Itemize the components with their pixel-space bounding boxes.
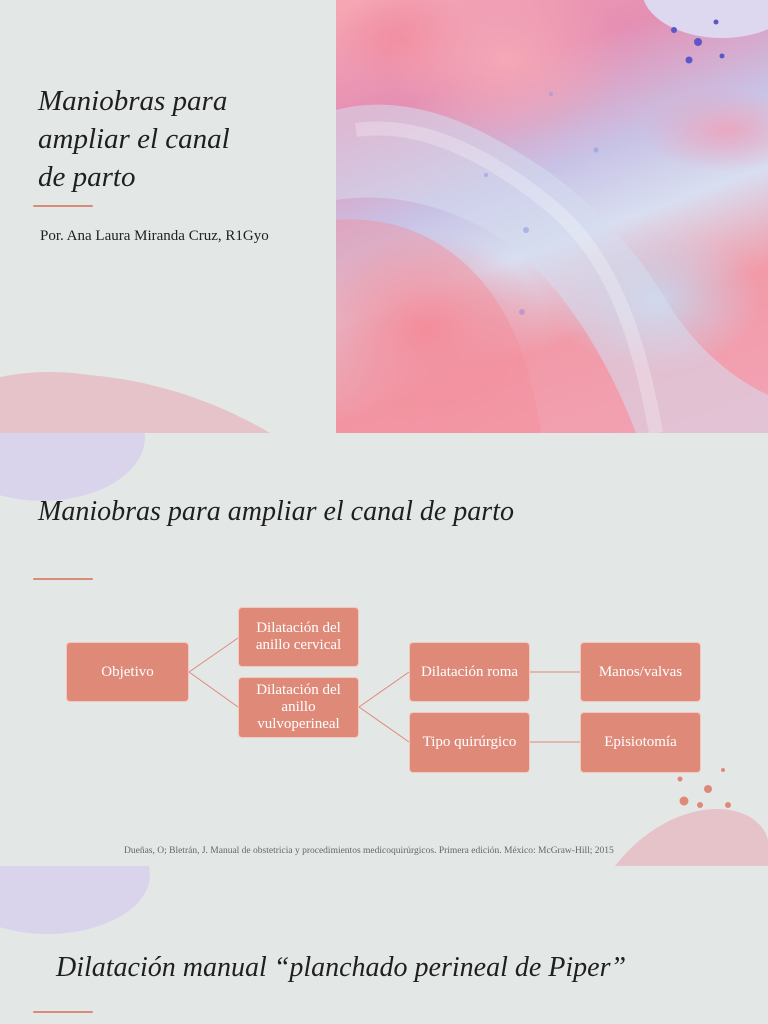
title-underline xyxy=(33,1011,93,1013)
node-objetivo: Objetivo xyxy=(66,642,189,702)
confetti-dots xyxy=(336,0,768,80)
slide-title: Dilatación manual “planchado perineal de Piper” xyxy=(56,952,627,983)
citation-text: Dueñas, O; Bletrán, J. Manual de obstetricia y procedimientos medicoquirúrgicos. Primera edición. México: McGraw-Hill; 2015 xyxy=(124,846,614,856)
slide-title: Maniobras para ampliar el canal de parto xyxy=(38,496,514,527)
node-dilatacion-cervical: Dilatación del anillo cervical xyxy=(238,607,359,667)
title-line-1: Maniobras para xyxy=(38,85,228,117)
corner-decoration xyxy=(0,433,768,866)
node-episiotomia: Episiotomía xyxy=(580,712,701,773)
pink-wave-shape xyxy=(0,360,280,433)
author-text: Por. Ana Laura Miranda Cruz, R1Gyo xyxy=(40,228,269,244)
node-dilatacion-roma: Dilatación roma xyxy=(409,642,530,702)
diagram-slide xyxy=(0,433,768,866)
lavender-blob xyxy=(0,866,150,934)
node-dilatacion-vulvoperineal: Dilatación del anillo vulvoperineal xyxy=(238,677,359,738)
section-slide xyxy=(0,866,768,1024)
node-manos-valvas: Manos/valvas xyxy=(580,642,701,702)
slide-title xyxy=(38,82,328,196)
node-tipo-quirurgico: Tipo quirúrgico xyxy=(409,712,530,773)
title-line-3: de parto xyxy=(38,161,136,193)
cotton-candy-photo xyxy=(336,0,768,433)
title-underline xyxy=(33,205,93,207)
title-line-2: ampliar el canal xyxy=(38,123,230,155)
title-slide xyxy=(0,0,768,433)
